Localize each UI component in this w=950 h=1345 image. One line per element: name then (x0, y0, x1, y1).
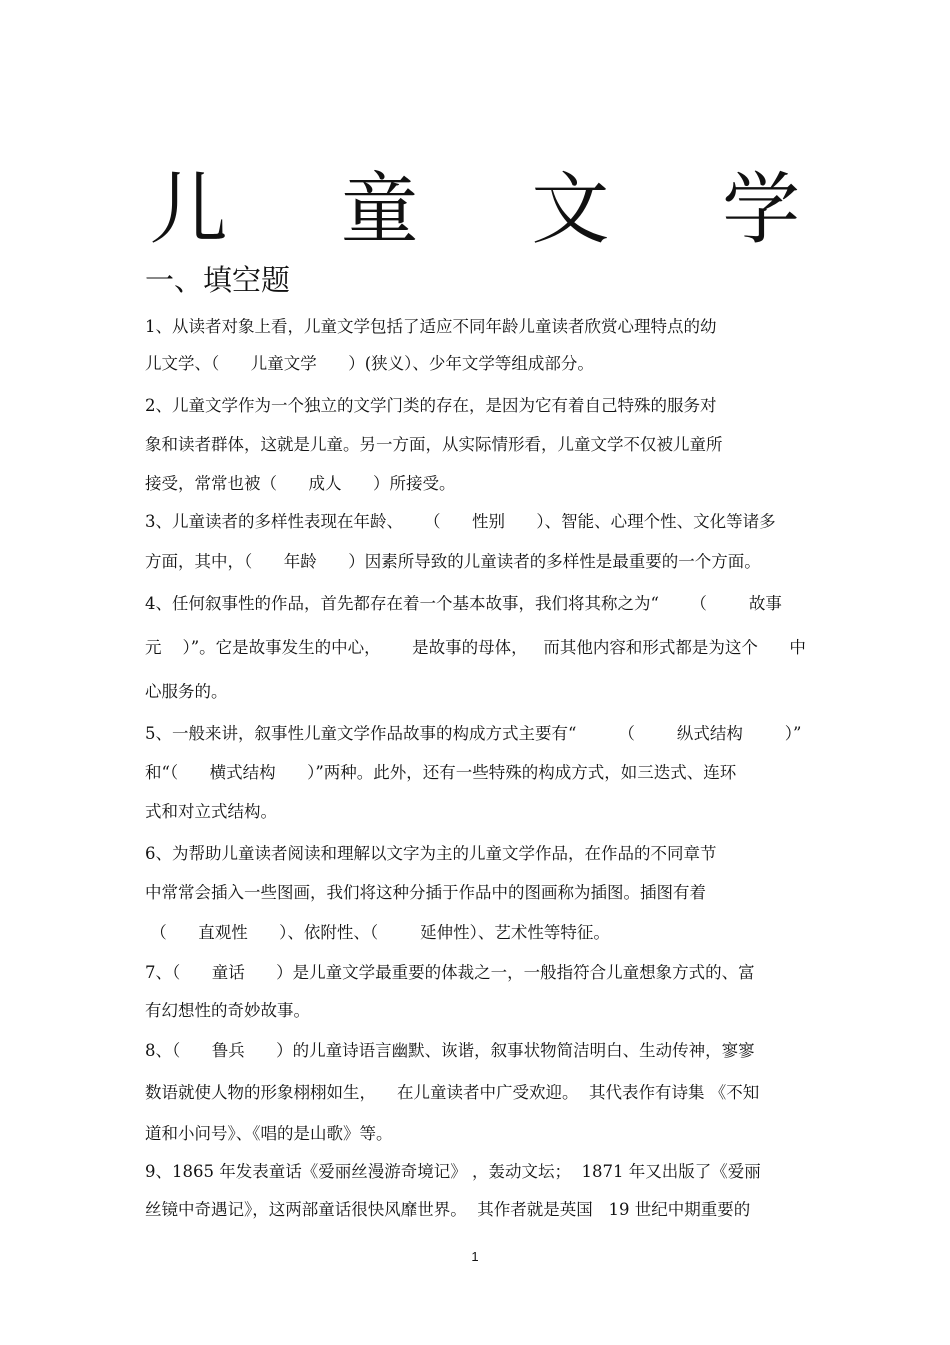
text-line: 接受，常常也被（ 成人 ）所接受。 (145, 474, 456, 493)
text-line: 心服务的。 (145, 682, 228, 701)
text-line: 4、任何叙事性的作品，首先都存在着一个基本故事，我们将其称之为“ （ 故事 (145, 594, 782, 613)
text-line: 5、一般来讲，叙事性儿童文学作品故事的构成方式主要有“ （ 纵式结构 ）” (145, 724, 802, 743)
text-line: （ 直观性 ）、依附性、（ 延伸性）、艺术性等特征。 (145, 923, 610, 942)
text-line: 儿文学、（ 儿童文学 ）(狭义）、少年文学等组成部分。 (145, 354, 594, 373)
text-line: 数语就使人物的形象栩栩如生， 在儿童读者中广受欢迎。 其代表作有诗集 《不知 (145, 1083, 760, 1102)
text-line: 道和小问号》、《唱的是山歌》等。 (145, 1124, 393, 1143)
text-line: 8、（ 鲁兵 ）的儿童诗语言幽默、诙谐，叙事状物简洁明白、生动传神，寥寥 (145, 1041, 755, 1060)
text-line: 丝镜中奇遇记》，这两部童话很快风靡世界。 其作者就是英国 19 世纪中期重要的 (145, 1200, 751, 1219)
document-title: 儿 童 文 学 (149, 165, 845, 255)
text-line: 中常常会插入一些图画，我们将这种分插于作品中的图画称为插图。插图有着 (145, 883, 706, 902)
text-line: 1、从读者对象上看，儿童文学包括了适应不同年龄儿童读者欣赏心理特点的幼 (145, 317, 717, 336)
text-line: 象和读者群体，这就是儿童。另一方面，从实际情形看，儿童文学不仅被儿童所 (145, 435, 723, 454)
text-line: 7、（ 童话 ）是儿童文学最重要的体裁之一，一般指符合儿童想象方式的、富 (145, 963, 755, 982)
text-line: 式和对立式结构。 (145, 802, 277, 821)
text-line: 和“（ 横式结构 ）”两种。此外，还有一些特殊的构成方式，如三迭式、连环 (145, 763, 737, 782)
text-line: 方面，其中，（ 年龄 ）因素所导致的儿童读者的多样性是最重要的一个方面。 (145, 552, 761, 571)
text-line: 6、为帮助儿童读者阅读和理解以文字为主的儿童文学作品，在作品的不同章节 (145, 844, 717, 863)
section-heading: 一、填空题 (145, 263, 291, 297)
text-line: 9、1865 年发表童话《爱丽丝漫游奇境记》 ，轰动文坛； 1871 年又出版了《爱丽 (145, 1162, 761, 1181)
text-line: 2、儿童文学作为一个独立的文学门类的存在，是因为它有着自己特殊的服务对 (145, 396, 717, 415)
text-line: 元 ）”。它是故事发生的中心， 是故事的母体， 而其他内容和形式都是为这个 中 (145, 638, 806, 657)
text-line: 3、儿童读者的多样性表现在年龄、 （ 性别 ）、智能、心理个性、文化等诸多 (145, 512, 776, 531)
page-number: 1 (471, 1249, 479, 1264)
text-line: 有幻想性的奇妙故事。 (145, 1001, 310, 1020)
